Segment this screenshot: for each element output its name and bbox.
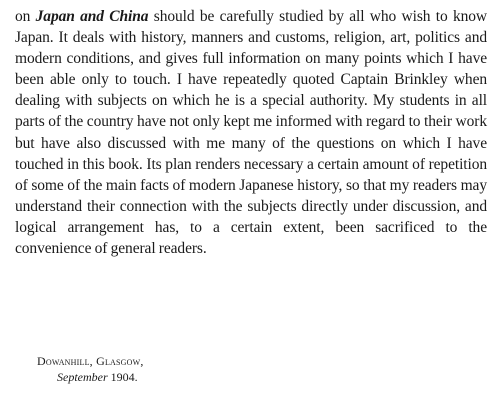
signature-month: September <box>57 370 108 384</box>
signature-year: 1904. <box>107 370 138 384</box>
signature-place: Dowanhill, Glasgow, <box>37 354 144 368</box>
body-paragraph <box>15 6 487 259</box>
book-title: Japan and China <box>35 8 149 25</box>
paragraph-text: should be carefully studied by all who wish to know Japan. It deals with history, manners and customs, religion, art, politics and modern conditions, and gives full information on many points which I have been able only to touch. I have repeatedly quoted Captain Brinkley when dealing with subjects on which he is a special authority. My students in all parts of the country have not only kept me informed with regard to their work but have also discussed with me many of the questions on which I have touched in this book. Its plan renders necessary a certain amount of repetition of some of the main facts of modern Japanese history, so that my readers may understand their connection with the subjects directly under discussion, and logical arrangement has, to a certain extent, been sacrificed to the convenience of general readers. <box>15 8 487 258</box>
paragraph-lead: on <box>15 8 36 25</box>
signature-date <box>37 369 144 385</box>
signature-block <box>37 353 144 385</box>
